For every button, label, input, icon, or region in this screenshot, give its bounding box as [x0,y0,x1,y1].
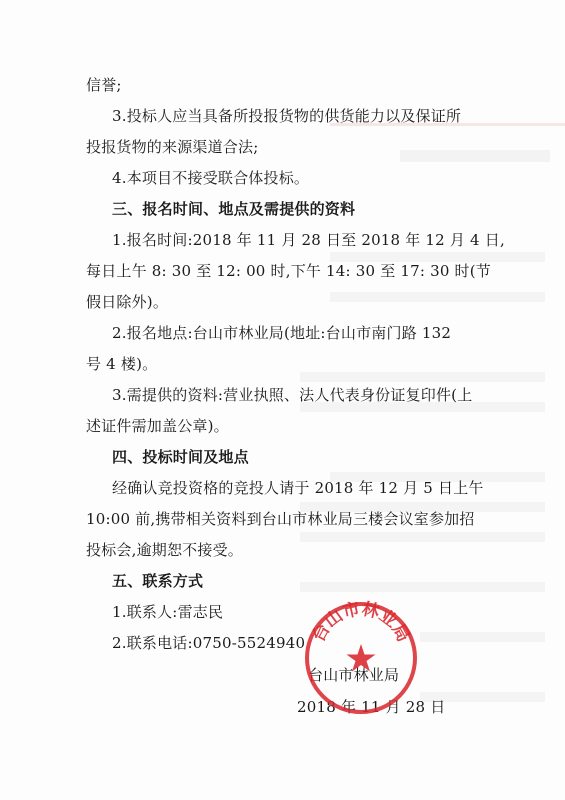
text-line: 述证件需加盖公章)。 [86,417,229,435]
section-heading: 三、报名时间、地点及需提供的资料 [112,200,356,218]
text-line: 信誉; [86,76,122,94]
text-line: 投报货物的来源渠道合法; [86,138,259,156]
text-line: 10:00 前,携带相关资料到台山市林业局三楼会议室参加招 [86,510,475,528]
svg-text:台山市林业局 [308,600,413,645]
text-line: 1.报名时间:2018 年 11 月 28 日至 2018 年 12 月 4 日, [112,231,505,249]
text-line: 3.需提供的资料:营业执照、法人代表身份证复印件(上 [112,386,473,404]
text-line: 2.报名地点:台山市林业局(地址:台山市南门路 132 [112,324,452,342]
text-line: 3.投标人应当具备所投报货物的供货能力以及保证所 [112,107,462,125]
signature-date: 2018 年 11 月 28 日 [297,698,446,716]
official-seal [303,600,419,716]
text-line: 经确认竞投资格的竞投人请于 2018 年 12 月 5 日上午 [112,479,484,497]
text-line: 4.本项目不接受联合体投标。 [112,169,310,187]
contact-person: 1.联系人:雷志民 [112,603,224,621]
contact-phone: 2.联系电话:0750-5524940 [112,634,306,652]
text-line: 每日上午 8: 30 至 12: 00 时,下午 14: 30 至 17: 30 时(节 [86,262,492,280]
text-line: 号 4 楼)。 [86,355,158,373]
star-icon [347,644,376,672]
section-heading: 四、投标时间及地点 [112,448,249,466]
signature-org: 台山市林业局 [308,666,400,684]
text-line: 投标会,逾期恕不接受。 [86,541,243,559]
section-heading: 五、联系方式 [112,572,204,590]
seal-text: 台山市林业局 [308,600,414,646]
text-line: 假日除外)。 [86,293,169,311]
